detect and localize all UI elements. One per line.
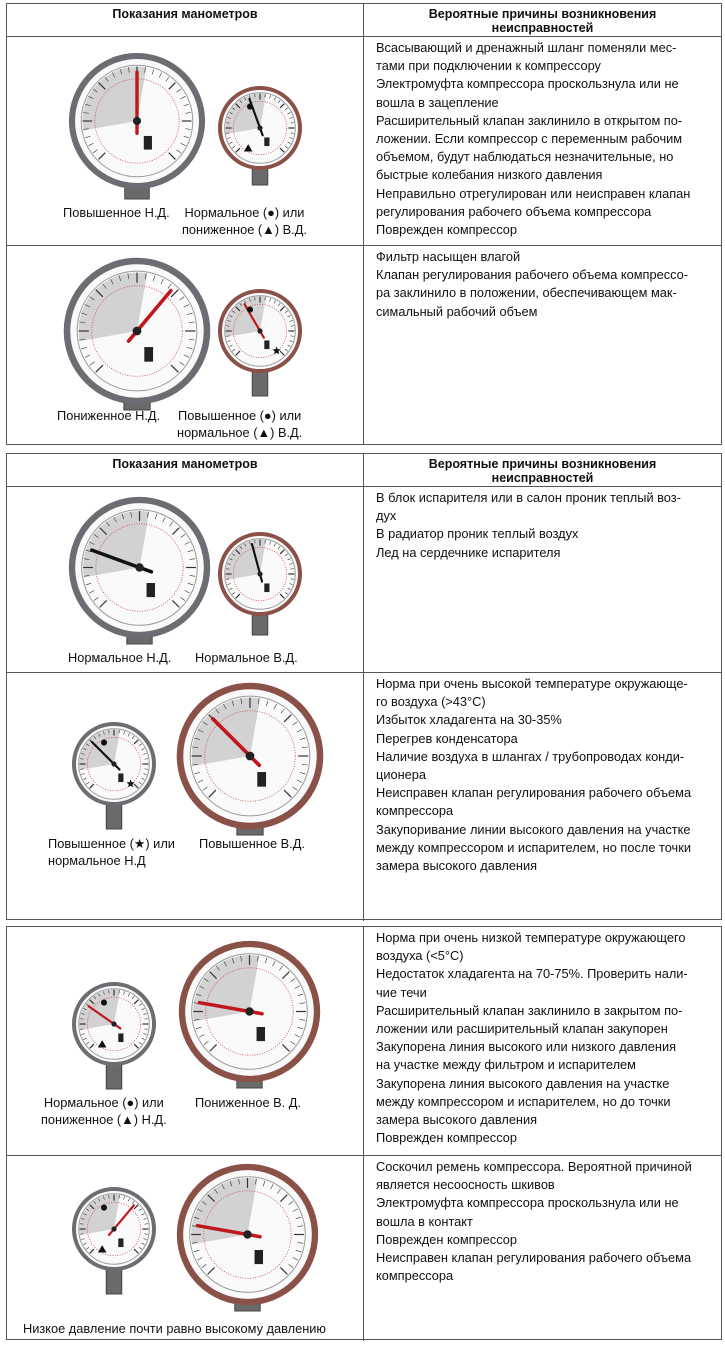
header-probable-causes: Вероятные причины возникновения неисправностей: [428, 7, 657, 35]
header-gauge-readings: Показания манометров: [7, 4, 364, 36]
gauge-label-mark: [255, 1250, 263, 1264]
cause-line: Закупорена линия высокого или низкого давления: [376, 1039, 677, 1055]
cause-line: Избыток хладагента на 30-35%: [376, 712, 562, 728]
gauge-label-mark: [118, 1238, 123, 1247]
cause-line: воздуха (<5°С): [376, 948, 464, 964]
cause-line: Неправильно отрегулирован или неисправен клапан: [376, 185, 691, 201]
gauge-hub: [111, 1226, 116, 1231]
gauge-label-mark: [264, 340, 269, 349]
gauge-caption-high: Повышенное В.Д.: [199, 836, 305, 851]
gauge-table-3: [6, 926, 722, 1340]
low-pressure-gauge: [69, 979, 159, 1091]
cause-line: Электромуфта компрессора проскользнула или не: [376, 76, 679, 92]
gauge-dot-marker: [101, 1000, 107, 1006]
gauge-stem: [252, 370, 267, 396]
table-row: [7, 1156, 721, 1341]
gauge-caption-low: Нормальное Н.Д.: [68, 650, 172, 665]
gauge-caption-high: Повышенное (●) или нормальное (▲) В.Д.: [177, 408, 303, 440]
gauge-hub: [133, 117, 141, 125]
cause-line: Перегрев конденсатора: [376, 730, 518, 746]
gauge-table-1: [6, 3, 722, 445]
gauge-hub: [246, 752, 255, 761]
gauge-hub: [257, 571, 262, 576]
gauge-label-mark: [264, 583, 269, 592]
high-pressure-gauge: [175, 1162, 320, 1312]
cause-line: Лед на сердечнике испарителя: [376, 544, 561, 560]
gauge-dot-marker: [247, 307, 253, 313]
gauge-stem: [106, 803, 121, 829]
cause-line: компрессора: [376, 1268, 454, 1284]
cause-line: Поврежден компрессор: [376, 1231, 517, 1247]
cause-line: является несоосность шкивов: [376, 1177, 555, 1193]
gauge-label-mark: [257, 772, 266, 787]
cause-line: вошла в контакт: [376, 1213, 473, 1229]
causes-cell: [365, 673, 721, 875]
cause-line: ложении. Если компрессор с переменным рабочим: [376, 131, 683, 147]
cause-line: Закупоривание линии высокого давления на участке: [376, 821, 691, 837]
cause-line: Норма при очень низкой температуре окружающего: [376, 930, 686, 945]
cause-line: симальный рабочий объем: [376, 303, 538, 319]
cause-line: Всасывающий и дренажный шланг поменяли мес-: [376, 40, 677, 55]
cause-line: компрессора: [376, 803, 454, 819]
table-row: [7, 246, 721, 445]
header-probable-causes: Вероятные причины возникновения неисправностей: [428, 457, 657, 485]
gauge-caption-low: Пониженное Н.Д.: [57, 408, 161, 423]
cause-line: между компрессором и испарителем, но после точки: [376, 839, 691, 855]
low-pressure-gauge: [67, 51, 207, 201]
gauge-caption-low: Повышенное (★) или нормальное Н.Д: [48, 836, 175, 868]
cause-line: Недостаток хладагента на 70-75%. Проверить нали-: [376, 966, 688, 982]
high-pressure-gauge: [215, 286, 305, 398]
cause-line: замера высокого давления: [376, 858, 538, 874]
gauge-table-2: [6, 453, 722, 920]
cause-line: замера высокого давления: [376, 1112, 538, 1128]
low-pressure-gauge: [69, 1184, 159, 1296]
gauge-caption-low: Нормальное (●) или пониженное (▲) Н.Д.: [41, 1095, 167, 1127]
cause-line: Наличие воздуха в шлангах / трубопроводах конди-: [376, 748, 685, 764]
causes-cell: [365, 927, 721, 1147]
cause-line: объемом, будут наблюдаться незначительные, но: [376, 149, 674, 165]
gauge-stem: [252, 613, 267, 635]
gauge-hub: [111, 1021, 116, 1026]
cause-line: ционера: [376, 767, 427, 783]
gauge-hub: [257, 125, 262, 130]
gauge-dot-marker: [101, 1205, 107, 1211]
high-pressure-gauge: [215, 529, 305, 637]
cause-line: Клапан регулирования рабочего объема компрессо-: [376, 267, 689, 283]
gauge-cell: [7, 246, 364, 445]
gauge-cell: [7, 1156, 364, 1341]
cause-line: В блок испарителя или в салон проник теплый воз-: [376, 490, 681, 505]
gauge-hub: [245, 1007, 253, 1015]
table-row: [7, 673, 721, 921]
gauge-dot-marker: [247, 104, 253, 110]
cause-line: тами при подключении к компрессору: [376, 58, 601, 74]
gauge-caption-high: Нормальное В.Д.: [195, 650, 298, 665]
table-header: [7, 4, 721, 37]
cause-line: Фильтр насыщен влагой: [376, 249, 521, 264]
gauge-cell: [7, 673, 364, 921]
cause-line: между компрессором и испарителем, но до точки: [376, 1093, 671, 1109]
causes-cell: [365, 487, 721, 562]
cause-line: го воздуха (>43°С): [376, 694, 486, 710]
gauge-dot-marker: [101, 740, 107, 746]
gauge-cell: [7, 487, 364, 672]
gauge-stem: [106, 1268, 121, 1294]
low-pressure-gauge: [62, 256, 212, 410]
cause-line: на участке между фильтром и испарителем: [376, 1057, 636, 1073]
gauge-label-mark: [264, 137, 269, 146]
causes-cell: [365, 37, 721, 239]
gauge-hub: [133, 327, 142, 336]
table-header: [7, 454, 721, 487]
gauge-cell: [7, 927, 364, 1155]
cause-line: дух: [376, 508, 397, 524]
cause-line: Соскочил ремень компрессора. Вероятной причиной: [376, 1159, 692, 1174]
cause-line: вошла в зацепление: [376, 94, 499, 110]
header-gauge-readings: Показания манометров: [7, 454, 364, 486]
cause-line: регулирования рабочего объема компрессора: [376, 203, 652, 219]
cause-line: Закупорена линия высокого давления на участке: [376, 1075, 670, 1091]
high-pressure-gauge: [177, 939, 322, 1089]
gauge-caption-low: Повышенное Н.Д.: [63, 205, 170, 220]
gauge-hub: [257, 328, 262, 333]
table-row: [7, 37, 721, 246]
high-pressure-gauge: [215, 83, 305, 187]
gauge-caption-high: Пониженное В. Д.: [195, 1095, 301, 1110]
gauge-label-mark: [144, 136, 152, 150]
cause-line: Электромуфта компрессора проскользнула или не: [376, 1195, 679, 1211]
low-pressure-gauge: [69, 719, 159, 831]
gauge-cell: [7, 37, 364, 245]
cause-line: быстрые колебания низкого давления: [376, 167, 603, 183]
cause-line: Неисправен клапан регулирования рабочего объема: [376, 785, 692, 801]
cause-line: В радиатор проник теплый воздух: [376, 526, 579, 542]
table-row: [7, 487, 721, 673]
cause-line: Норма при очень высокой температуре окружающе-: [376, 676, 688, 691]
cause-line: Неисправен клапан регулирования рабочего объема: [376, 1250, 692, 1266]
cause-line: Поврежден компрессор: [376, 222, 517, 238]
gauge-hub: [243, 1230, 251, 1238]
cause-line: Расширительный клапан заклинило в закрытом по-: [376, 1002, 683, 1018]
gauge-hub: [111, 761, 116, 766]
gauge-stem: [106, 1063, 121, 1089]
causes-cell: [365, 1156, 721, 1285]
gauge-label-mark: [257, 1027, 265, 1041]
gauge-label-mark: [147, 583, 155, 597]
gauge-label-mark: [118, 773, 123, 782]
low-pressure-gauge: [67, 495, 212, 645]
cause-line: ложении или расширительный клапан закупорен: [376, 1021, 668, 1037]
causes-cell: [365, 246, 721, 321]
cause-line: Поврежден компрессор: [376, 1130, 517, 1146]
gauge-caption-center: Низкое давление почти равно высокому давлению: [23, 1321, 327, 1336]
gauge-label-mark: [118, 1033, 123, 1042]
table-row: [7, 927, 721, 1156]
gauge-caption-high: Нормальное (●) или пониженное (▲) В.Д.: [182, 205, 307, 237]
cause-line: Расширительный клапан заклинило в открытом по-: [376, 112, 683, 128]
cause-line: ра заклинило в положении, обеспечивающем мак-: [376, 285, 677, 301]
gauge-hub: [135, 563, 143, 571]
cause-line: чие течи: [376, 984, 427, 1000]
gauge-label-mark: [144, 347, 153, 362]
high-pressure-gauge: [175, 681, 325, 831]
